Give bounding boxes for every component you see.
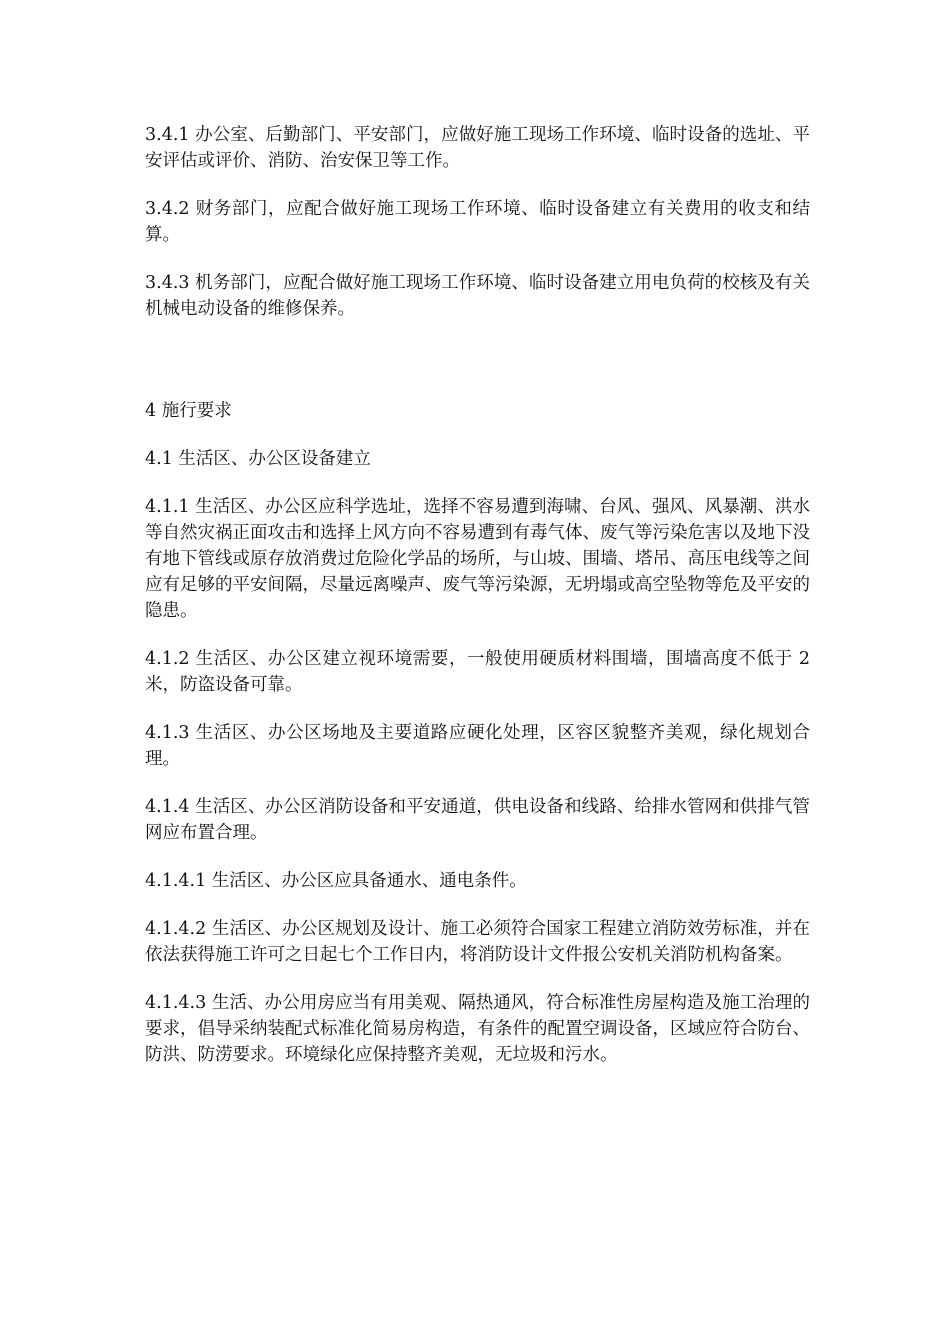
paragraph-4-1-1: 4.1.1 生活区、办公区应科学选址，选择不容易遭到海啸、台风、强风、风暴潮、洪水等自然灾祸正面攻击和选择上风方向不容易遭到有毒气体、废气等污染危害以及地下没有地下管线或原存放消费过危险化学品的场所，与山坡、围墙、塔吊、高压电线等之间应有足够的平安间隔，尽量远离噪声、废气等污染源，无坍塌或高空坠物等危及平安的隐患。 <box>145 497 810 621</box>
paragraph-4-1-4-1: 4.1.4.1 生活区、办公区应具备通水、通电条件。 <box>145 871 527 891</box>
paragraph-3-4-3: 3.4.3 机务部门，应配合做好施工现场工作环境、临时设备建立用电负荷的校核及有关机械电动设备的维修保养。 <box>145 273 810 319</box>
paragraph-4-1-4-3: 4.1.4.3 生活、办公用房应当有用美观、隔热通风，符合标准性房屋构造及施工治理的要求，倡导采纳装配式标准化简易房构造，有条件的配置空调设备，区域应符合防台、防洪、防涝要求。环境绿化应保持整齐美观，无垃圾和污水。 <box>145 993 810 1065</box>
paragraph-3-4-2: 3.4.2 财务部门，应配合做好施工现场工作环境、临时设备建立有关费用的收支和结算。 <box>145 199 810 245</box>
paragraph-4-1-4-2: 4.1.4.2 生活区、办公区规划及设计、施工必须符合国家工程建立消防效劳标准，并在依法获得施工许可之日起七个工作日内，将消防设计文件报公安机关消防机构备案。 <box>145 919 810 965</box>
document-body <box>145 122 810 1090</box>
paragraph-4-1-2: 4.1.2 生活区、办公区建立视环境需要，一般使用硬质材料围墙，围墙高度不低于 2 米，防盗设备可靠。 <box>145 649 810 695</box>
subsection-heading-4-1: 4.1 生活区、办公区设备建立 <box>145 449 371 469</box>
paragraph-4-1-3: 4.1.3 生活区、办公区场地及主要道路应硬化处理，区容区貌整齐美观，绿化规划合理。 <box>145 723 810 769</box>
section-heading-4: 4 施行要求 <box>145 401 232 421</box>
paragraph-4-1-4: 4.1.4 生活区、办公区消防设备和平安通道，供电设备和线路、给排水管网和供排气管网应布置合理。 <box>145 797 810 843</box>
paragraph-3-4-1: 3.4.1 办公室、后勤部门、平安部门，应做好施工现场工作环境、临时设备的选址、平安评估或评价、消防、治安保卫等工作。 <box>145 125 810 171</box>
